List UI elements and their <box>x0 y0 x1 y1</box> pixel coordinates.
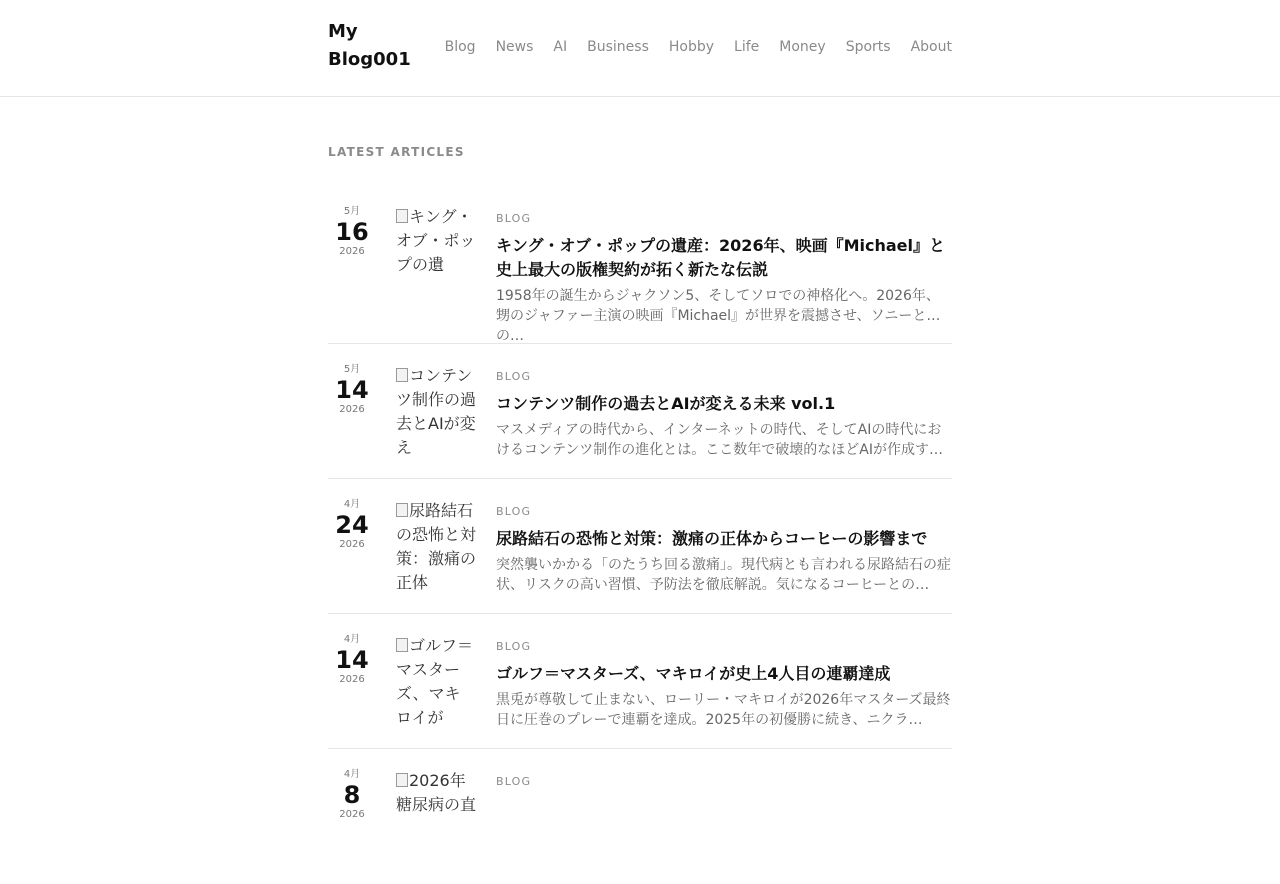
article-title[interactable]: ゴルフ＝マスターズ、マキロイが史上4人目の連覇達成 <box>496 664 891 683</box>
article-excerpt: 突然襲いかかる「のたうち回る激痛」。現代病とも言われる尿路結石の症状、リスクの高い習慣、予防法を徹底解説。気になるコーヒーとの… <box>496 557 951 593</box>
nav-item-life[interactable]: Life <box>734 39 760 55</box>
article-title[interactable]: キング・オブ・ポップの遺産：2026年、映画『Michael』と史上最大の版権契約が拓く新たな伝説 <box>496 236 945 279</box>
article-content <box>496 775 952 797</box>
broken-image-icon <box>396 209 408 223</box>
thumbnail-alt-text: ゴルフ＝マスターズ、マキロイが <box>396 636 474 727</box>
article-category: BLOG <box>496 505 532 518</box>
article-item[interactable] <box>328 344 952 479</box>
article-item[interactable] <box>328 479 952 614</box>
date-day: 8 <box>343 781 361 809</box>
date-year: 2026 <box>339 809 365 820</box>
article-date <box>328 634 376 686</box>
nav-item-money[interactable]: Money <box>779 39 826 55</box>
nav-item-about[interactable]: About <box>910 39 952 55</box>
date-day: 14 <box>335 376 369 404</box>
article-title[interactable]: コンテンツ制作の過去とAIが変える未来 vol.1 <box>496 394 836 413</box>
date-day: 14 <box>335 646 369 674</box>
article-content <box>496 505 952 595</box>
nav-item-business[interactable]: Business <box>587 39 649 55</box>
site-header <box>0 0 1280 97</box>
thumbnail-alt-text: 尿路結石の恐怖と対策：激痛の正体 <box>396 501 477 592</box>
article-content <box>496 640 952 730</box>
article-excerpt: 1958年の誕生からジャクソン5、そしてソロでの神格化へ。2026年、甥のジャファー主演の映画『Michael』が世界を震撼させ、ソニーとの… <box>496 288 940 344</box>
thumbnail-alt-text: コンテンツ制作の過去とAIが変え <box>396 366 477 457</box>
broken-image-icon <box>396 503 408 517</box>
date-year: 2026 <box>339 539 365 550</box>
broken-image-icon <box>396 773 408 787</box>
thumbnail-alt-text: 2026年 糖尿病の直 <box>396 771 477 814</box>
article-item[interactable] <box>328 749 952 884</box>
nav-item-hobby[interactable]: Hobby <box>668 39 715 55</box>
article-date <box>328 499 376 551</box>
article-list <box>328 184 952 884</box>
date-year: 2026 <box>339 404 365 415</box>
article-thumbnail[interactable] <box>396 499 477 592</box>
article-thumbnail[interactable] <box>396 769 476 849</box>
article-content <box>496 370 952 460</box>
nav-item-sports[interactable]: Sports <box>845 39 891 55</box>
thumbnail-alt-text: キング・オブ・ポップの遺 <box>396 207 476 274</box>
article-category: BLOG <box>496 370 532 383</box>
date-year: 2026 <box>339 246 365 257</box>
article-item[interactable] <box>328 184 952 344</box>
article-thumbnail[interactable] <box>396 364 477 457</box>
article-date <box>328 769 376 821</box>
date-month: 4月 <box>343 769 361 780</box>
article-date <box>328 206 376 258</box>
article-category: BLOG <box>496 775 532 788</box>
article-date <box>328 364 376 416</box>
article-excerpt: 黒兎が尊敬して止まない、ローリー・マキロイが2026年マスターズ最終日に圧巻のプレーで連覇を達成。2025年の初優勝に続き、ニクラ… <box>496 692 951 728</box>
date-month: 5月 <box>343 206 361 217</box>
article-content <box>496 212 952 344</box>
section-title: LATEST ARTICLES <box>328 145 465 159</box>
article-thumbnail[interactable] <box>396 634 476 727</box>
main-nav <box>425 37 952 57</box>
broken-image-icon <box>396 368 408 382</box>
site-brand-link[interactable]: My Blog001 <box>328 21 411 70</box>
article-excerpt: マスメディアの時代から、インターネットの時代、そしてAIの時代におけるコンテンツ制作の進化とは。ここ数年で破壊的なほどAIが作成す… <box>496 422 944 458</box>
nav-item-news[interactable]: News <box>495 39 534 55</box>
date-day: 16 <box>335 218 369 246</box>
article-title[interactable]: 尿路結石の恐怖と対策：激痛の正体からコーヒーの影響まで <box>496 529 928 548</box>
broken-image-icon <box>396 638 408 652</box>
article-category: BLOG <box>496 640 532 653</box>
date-month: 5月 <box>343 364 361 375</box>
article-category: BLOG <box>496 212 532 225</box>
date-month: 4月 <box>343 634 361 645</box>
date-month: 4月 <box>343 499 361 510</box>
nav-item-ai[interactable]: AI <box>553 39 568 55</box>
nav-item-blog[interactable]: Blog <box>444 39 476 55</box>
article-thumbnail[interactable] <box>396 205 476 285</box>
article-item[interactable] <box>328 614 952 749</box>
date-day: 24 <box>335 511 369 539</box>
date-year: 2026 <box>339 674 365 685</box>
